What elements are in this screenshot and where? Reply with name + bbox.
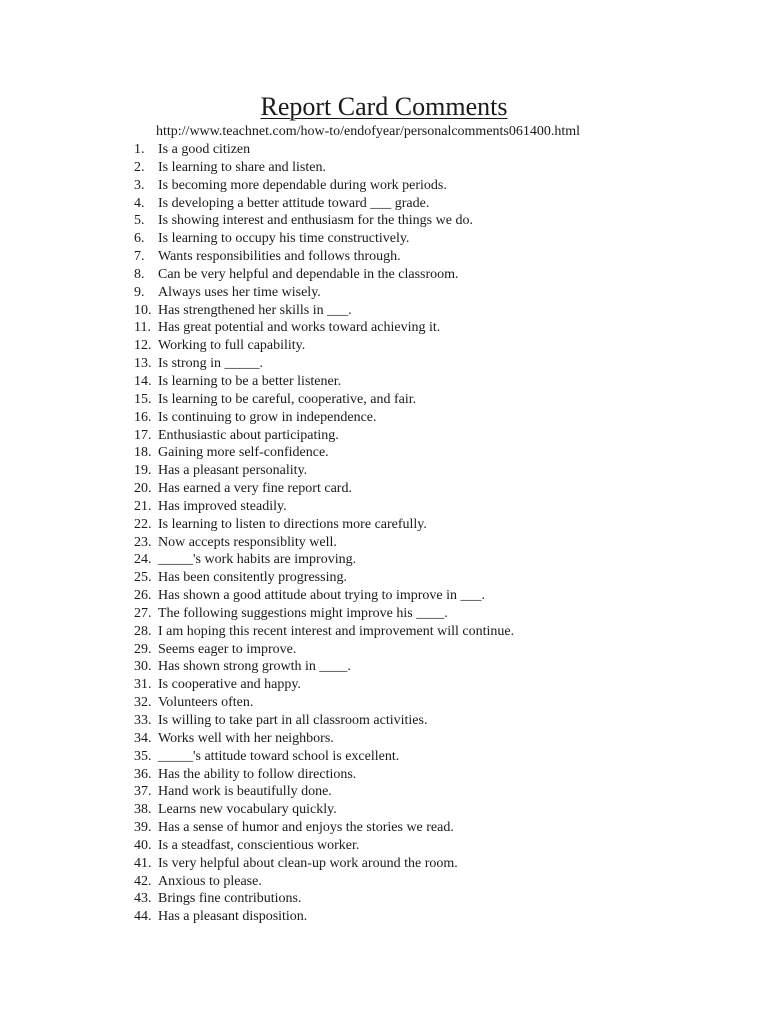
comment-item <box>134 480 514 498</box>
comment-item <box>134 302 514 320</box>
comment-item <box>134 212 514 230</box>
comment-text: Is continuing to grow in independence. <box>158 409 377 425</box>
comment-text: Has strengthened her skills in ___. <box>158 302 352 318</box>
comment-item <box>134 658 514 676</box>
page-title: Report Card Comments <box>260 92 508 121</box>
comment-text: Is showing interest and enthusiasm for the things we do. <box>158 213 473 229</box>
comment-item <box>134 230 514 248</box>
comment-item <box>134 641 514 659</box>
comment-text: Wants responsibilities and follows through. <box>158 249 401 265</box>
comment-text: Is learning to be a better listener. <box>158 373 342 389</box>
comment-item <box>134 801 514 819</box>
comment-number: 23. <box>134 534 152 550</box>
comment-text: Is developing a better attitude toward ___ grade. <box>158 195 430 211</box>
comment-number: 33. <box>134 713 152 728</box>
comment-item <box>134 819 514 837</box>
comment-item <box>134 427 514 445</box>
comment-item <box>134 676 514 694</box>
comment-number: 7. <box>134 249 145 265</box>
comment-number: 42. <box>134 873 152 889</box>
comment-number: 5. <box>134 213 145 229</box>
comment-item <box>134 534 514 552</box>
comment-number: 41. <box>134 855 152 871</box>
comment-text: The following suggestions might improve his ____. <box>158 605 448 621</box>
comment-number: 17. <box>134 427 152 443</box>
comment-item <box>134 409 514 427</box>
comment-number: 4. <box>134 195 145 211</box>
comment-number: 36. <box>134 766 152 782</box>
comment-text: Hand work is beautifully done. <box>158 784 332 800</box>
comment-item <box>134 551 514 569</box>
comment-number: 1. <box>134 142 145 157</box>
comment-number: 24. <box>134 552 152 568</box>
comment-text: Has the ability to follow directions. <box>158 766 357 782</box>
comment-number: 25. <box>134 570 152 586</box>
comment-text: Anxious to please. <box>158 873 262 889</box>
comment-item <box>134 837 514 855</box>
comment-item <box>134 177 514 195</box>
comment-text: Has a pleasant personality. <box>158 463 308 479</box>
comment-text: Brings fine contributions. <box>158 891 302 907</box>
comment-number: 13. <box>134 356 152 372</box>
comment-number: 27. <box>134 605 152 621</box>
comment-text: Working to full capability. <box>158 338 306 354</box>
comment-number: 19. <box>134 463 152 479</box>
comment-text: Is learning to be careful, cooperative, and fair. <box>158 391 417 407</box>
comment-text: Is very helpful about clean-up work around the room. <box>158 855 458 871</box>
comment-number: 18. <box>134 445 152 461</box>
comment-item <box>134 908 514 926</box>
comment-text: Has great potential and works toward achieving it. <box>158 320 441 336</box>
comment-text: Is learning to listen to directions more carefully. <box>158 516 427 532</box>
comment-number: 10. <box>134 302 152 318</box>
comment-number: 34. <box>134 730 152 746</box>
comment-text: Is cooperative and happy. <box>158 677 301 693</box>
comment-item <box>134 159 514 177</box>
comment-text: Works well with her neighbors. <box>158 730 334 746</box>
comment-item <box>134 266 514 284</box>
comment-text: Always uses her time wisely. <box>158 284 321 300</box>
comment-item <box>134 195 514 213</box>
comment-text: Enthusiastic about participating. <box>158 427 339 443</box>
comment-number: 30. <box>134 659 152 675</box>
comment-text: Has shown strong growth in ____. <box>158 659 351 675</box>
comment-item <box>134 373 514 391</box>
comment-item <box>134 355 514 373</box>
comment-text: Has been consitently progressing. <box>158 570 347 586</box>
comment-number: 6. <box>134 231 145 247</box>
comment-number: 38. <box>134 802 152 818</box>
comment-item <box>134 498 514 516</box>
comment-item <box>134 284 514 302</box>
comment-item <box>134 855 514 873</box>
comment-text: Has earned a very fine report card. <box>158 481 352 497</box>
comment-item <box>134 783 514 801</box>
comment-text: I am hoping this recent interest and improvement will continue. <box>158 623 515 639</box>
comment-number: 40. <box>134 837 152 853</box>
comment-number: 37. <box>134 784 152 800</box>
comment-number: 12. <box>134 338 152 354</box>
comment-item <box>134 569 514 587</box>
comment-item <box>134 873 514 891</box>
comment-text: Has a sense of humor and enjoys the stories we read. <box>158 820 454 836</box>
comment-text: Has a pleasant disposition. <box>158 909 308 925</box>
comment-item <box>134 337 514 355</box>
comment-item <box>134 141 514 159</box>
comment-number: 20. <box>134 481 152 497</box>
comment-item <box>134 890 514 908</box>
comment-number: 31. <box>134 677 152 693</box>
comment-item <box>134 444 514 462</box>
comment-number: 2. <box>134 159 145 175</box>
comment-number: 16. <box>134 409 152 425</box>
comment-text: Is a steadfast, conscientious worker. <box>158 837 360 853</box>
comment-number: 29. <box>134 641 152 657</box>
comment-number: 22. <box>134 516 152 532</box>
comment-text: Is learning to occupy his time constructively. <box>158 231 410 247</box>
comment-number: 9. <box>134 284 145 300</box>
comment-list <box>134 141 514 926</box>
source-url: http://www.teachnet.com/how-to/endofyear/personalcomments061400.html <box>156 124 581 139</box>
comment-text: Is strong in _____. <box>158 356 263 372</box>
comment-text: Is willing to take part in all classroom activities. <box>158 713 428 728</box>
comment-number: 14. <box>134 373 152 389</box>
comment-number: 28. <box>134 623 152 639</box>
comment-text: Has shown a good attitude about trying to improve in ___. <box>158 588 486 604</box>
comment-item <box>134 766 514 784</box>
comment-item <box>134 587 514 605</box>
comment-item <box>134 462 514 480</box>
comment-item <box>134 712 514 730</box>
comment-item <box>134 391 514 409</box>
comment-number: 26. <box>134 588 152 604</box>
comment-number: 39. <box>134 820 152 836</box>
comment-text: Now accepts responsiblity well. <box>158 534 337 550</box>
comment-number: 21. <box>134 498 152 514</box>
comment-number: 44. <box>134 909 152 925</box>
comment-text: Has improved steadily. <box>158 498 287 514</box>
comment-item <box>134 319 514 337</box>
comment-item <box>134 516 514 534</box>
comment-text: Learns new vocabulary quickly. <box>158 802 337 818</box>
comment-number: 43. <box>134 891 152 907</box>
comment-item <box>134 748 514 766</box>
comment-item <box>134 248 514 266</box>
comment-text: _____'s attitude toward school is excellent. <box>158 748 400 764</box>
comment-number: 15. <box>134 391 152 407</box>
comment-item <box>134 623 514 641</box>
comment-text: _____'s work habits are improving. <box>158 552 357 568</box>
comment-text: Is a good citizen <box>158 142 251 157</box>
comment-item <box>134 730 514 748</box>
comment-number: 3. <box>134 177 145 193</box>
comment-number: 35. <box>134 748 152 764</box>
comment-text: Seems eager to improve. <box>158 641 297 657</box>
comment-number: 8. <box>134 266 145 282</box>
comment-text: Volunteers often. <box>158 695 254 711</box>
comment-number: 32. <box>134 695 152 711</box>
comment-item <box>134 605 514 623</box>
comment-text: Is learning to share and listen. <box>158 159 326 175</box>
comment-item <box>134 694 514 712</box>
comment-number: 11. <box>134 320 151 336</box>
comment-text: Gaining more self-confidence. <box>158 445 329 461</box>
comment-text: Is becoming more dependable during work periods. <box>158 177 447 193</box>
comment-text: Can be very helpful and dependable in the classroom. <box>158 266 459 282</box>
